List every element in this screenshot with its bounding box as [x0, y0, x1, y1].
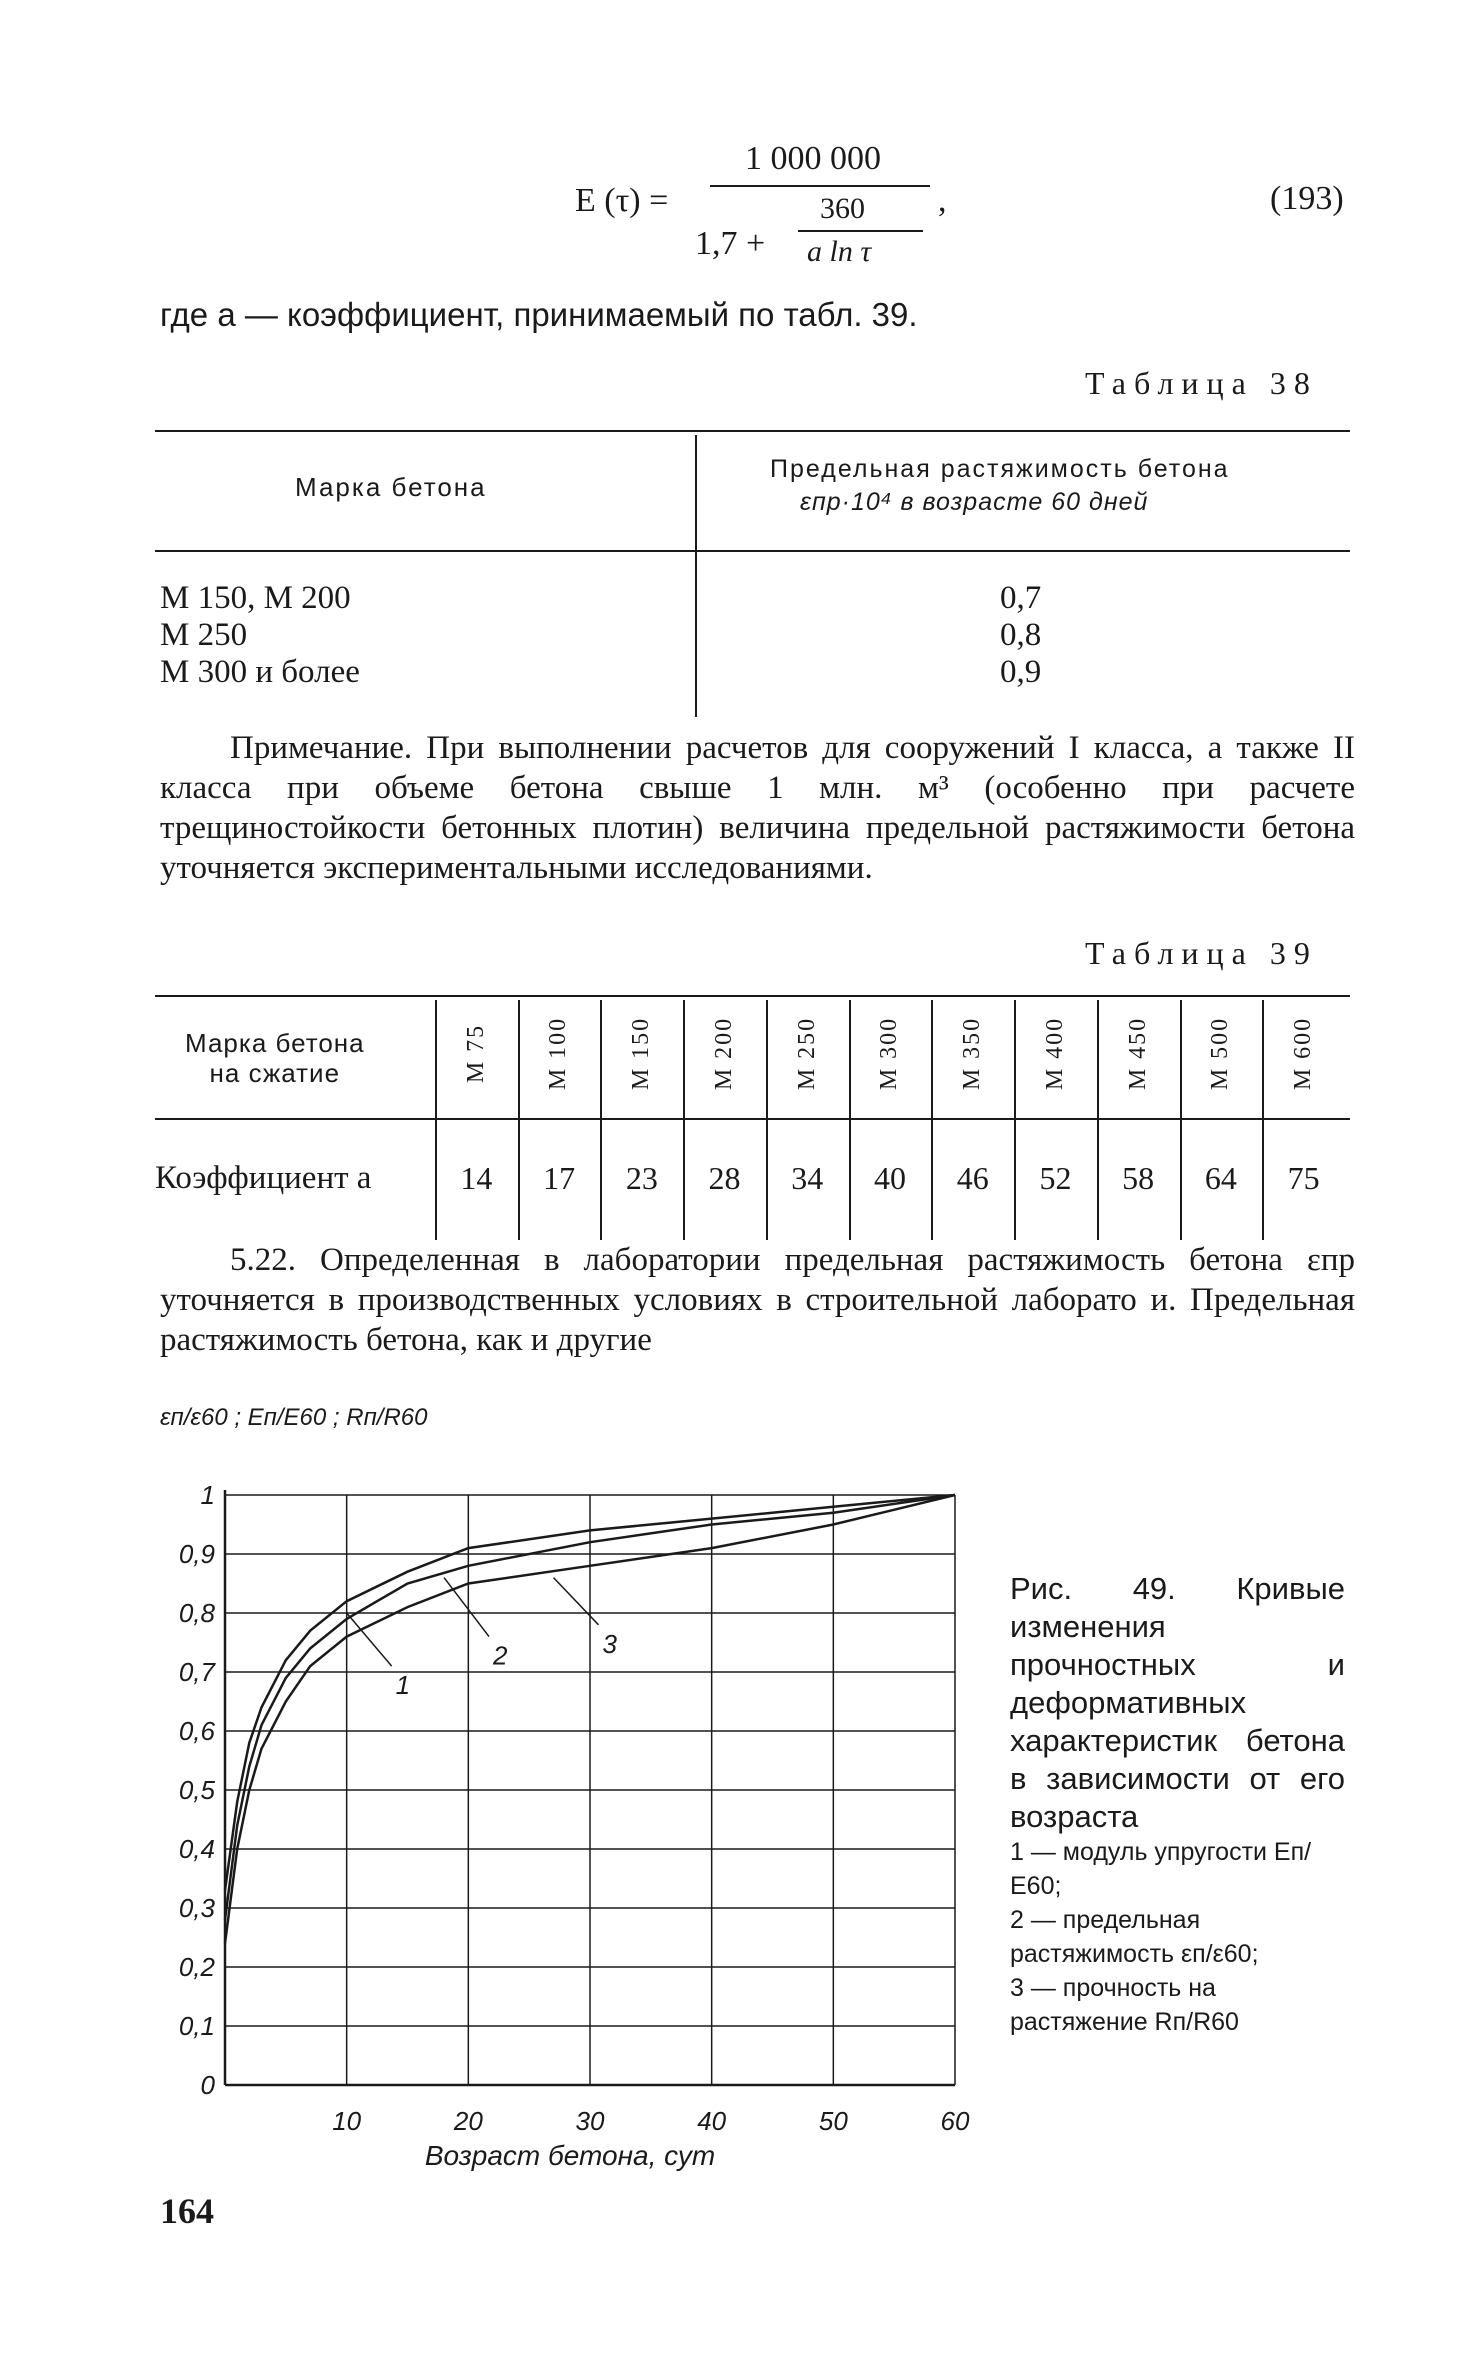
inner-fraction-bar [798, 230, 923, 232]
table38-value: 0,7 [1000, 580, 1042, 616]
x-axis-label: Возраст бетона, сут [424, 2140, 716, 2171]
table39-coef: 34 [791, 1160, 824, 1196]
table39-top-rule [155, 995, 1350, 997]
table39-header-line: на сжатие [209, 1058, 341, 1088]
table39-header-line: Марка бетона [185, 1028, 365, 1058]
series-label-1: 1 [395, 1670, 411, 1701]
table39-coef: 52 [1039, 1160, 1072, 1196]
table39-col-divider [435, 1000, 437, 1240]
equation-number: (193) [1270, 180, 1344, 217]
table39-col-divider [1262, 1000, 1264, 1240]
table39-coef: 40 [873, 1160, 906, 1196]
table39-caption: Таблица 39 [1085, 935, 1318, 971]
table38-header-ext-2: εпр·10⁴ в возрасте 60 дней [800, 488, 1149, 516]
table39-coef: 14 [460, 1160, 493, 1196]
table39-coef: 75 [1287, 1160, 1320, 1196]
table39-coef: 28 [708, 1160, 741, 1196]
table39-col-divider [931, 1000, 933, 1240]
table39-grade: М 300 [876, 1016, 903, 1091]
table39-col-divider [1014, 1000, 1016, 1240]
table39-coef: 58 [1122, 1160, 1155, 1196]
table39-col-divider [766, 1000, 768, 1240]
table38-mid-rule [155, 550, 1350, 552]
y-tick-label: 0 [200, 2070, 215, 2100]
table38-top-rule [155, 430, 1350, 432]
table39-grade: М 150 [628, 1016, 655, 1091]
series-leader-2 [444, 1578, 489, 1637]
where-line: где a — коэффициент, принимаемый по табл. 39. [160, 296, 918, 333]
table38-grade: М 300 и более [160, 654, 360, 690]
x-tick-label: 30 [575, 2106, 605, 2136]
y-tick-label: 1 [200, 1480, 215, 1510]
y-tick-label: 0,6 [178, 1716, 215, 1746]
x-tick-label: 40 [697, 2106, 727, 2136]
table39-coef: 64 [1204, 1160, 1237, 1196]
series-leader-1 [347, 1613, 392, 1666]
formula-193 [560, 140, 960, 290]
table39-grade: М 400 [1041, 1016, 1068, 1091]
section-5-22: 5.22. Определенная в лаборатории предельная растяжимость бетона εпр уточняется в производственных условиях в строительной лаборато и. Предельная растяжимость бетона, как и другие [160, 1242, 1355, 1358]
fraction-bar [710, 185, 930, 187]
table39-grade: М 75 [462, 1023, 489, 1084]
table39-col-divider [1180, 1000, 1182, 1240]
formula-comma: , [938, 182, 947, 219]
table38-caption: Таблица 38 [1085, 365, 1318, 401]
table39-coef: 23 [625, 1160, 658, 1196]
formula-lhs: E (τ) = [575, 182, 669, 219]
table38-header-ext-1: Предельная растяжимость бетона [770, 455, 1230, 483]
table39-grade: М 350 [959, 1016, 986, 1091]
y-tick-label: 0,8 [178, 1598, 215, 1628]
formula-inner-num: 360 [820, 192, 865, 225]
table39-coef-label: Коэффициент a [155, 1160, 372, 1196]
y-tick-label: 0,1 [178, 2011, 215, 2041]
table38-value: 0,8 [1000, 617, 1042, 653]
table38-divider [695, 435, 697, 717]
legend-item-1: 1 — модуль упругости Еп/Е60; [1010, 1838, 1312, 1900]
figure-legend [1010, 1835, 1345, 2039]
legend-item-3: 3 — прочность на растяжение Rп/R60 [1010, 1974, 1239, 2036]
y-tick-label: 0,7 [178, 1657, 215, 1687]
table39-col-divider [849, 1000, 851, 1240]
table38-grade-col [160, 580, 360, 691]
y-tick-label: 0,9 [178, 1539, 215, 1569]
series-label-2: 2 [493, 1640, 508, 1671]
x-tick-label: 10 [332, 2106, 362, 2136]
formula-numerator: 1 000 000 [745, 140, 881, 177]
formula-denom: 1,7 + [695, 225, 766, 262]
series-leader-3 [554, 1578, 599, 1625]
table39-grade: М 200 [711, 1016, 738, 1091]
table39-grade: М 450 [1124, 1016, 1151, 1091]
figure-caption: Рис. 49. Кривые изменения прочностных и деформативных характеристик бетона в зависимости от его возраста [1010, 1571, 1345, 1834]
table39-mid-rule [155, 1118, 1350, 1120]
table38-note: Примечание. При выполнении расчетов для сооружений I класса, а также II класса при объеме бетона свыше 1 млн. м³ (особенно при расчете трещиностойкости бетонных плотин) величина предельной растяжимости бетона уточняется экспериментальными исследованиями. [160, 730, 1355, 886]
y-tick-label: 0,3 [178, 1893, 215, 1923]
page-number: 164 [160, 2191, 214, 2231]
legend-item-2: 2 — предельная растяжимость εп/ε60; [1010, 1906, 1259, 1968]
table39-grade: М 600 [1290, 1016, 1317, 1091]
table39-grade: М 100 [545, 1016, 572, 1091]
table39-coef: 46 [956, 1160, 989, 1196]
x-tick-label: 20 [453, 2106, 483, 2136]
y-tick-label: 0,4 [178, 1834, 215, 1864]
table39-col-divider [683, 1000, 685, 1240]
table39-grade: М 250 [793, 1016, 820, 1091]
table38-grade: М 150, М 200 [160, 580, 351, 616]
y-tick-label: 0,5 [178, 1775, 215, 1805]
x-tick-label: 60 [940, 2106, 970, 2136]
x-tick-label: 50 [818, 2106, 848, 2136]
table38-header-grade: Марка бетона [295, 472, 487, 502]
y-tick-label: 0,2 [178, 1952, 215, 1982]
figure-49-chart [150, 1385, 970, 2171]
table39-coef: 17 [543, 1160, 576, 1196]
table39-row-header [185, 1028, 365, 1088]
table38-value-col [1000, 580, 1041, 691]
table38-value: 0,9 [1000, 654, 1042, 690]
table39-col-divider [600, 1000, 602, 1240]
formula-inner-den: a ln τ [807, 235, 872, 268]
series-label-3: 3 [602, 1628, 617, 1659]
table39-grade: М 500 [1207, 1016, 1234, 1091]
y-axis-label: εп/ε60 ; Еп/Е60 ; Rп/R60 [160, 1404, 428, 1431]
table38-grade: М 250 [160, 617, 248, 653]
table39-col-divider [518, 1000, 520, 1240]
table39-col-divider [1097, 1000, 1099, 1240]
